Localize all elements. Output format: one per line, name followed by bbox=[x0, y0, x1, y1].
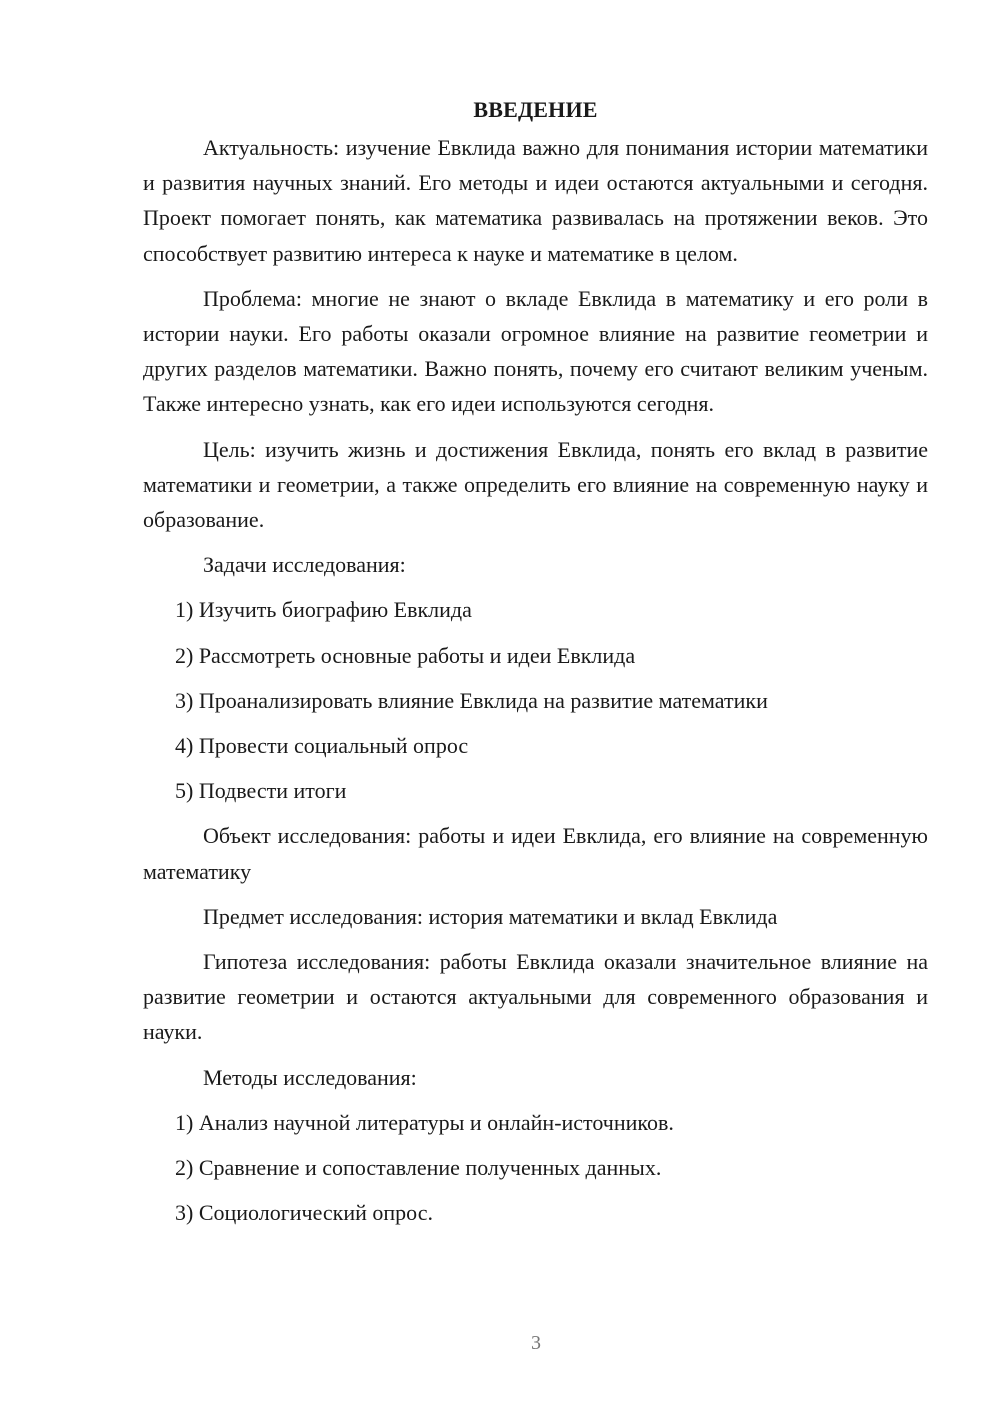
task-item: 2) Рассмотреть основные работы и идеи Евклида bbox=[175, 642, 636, 668]
methods-heading: Методы исследования: bbox=[203, 1064, 417, 1090]
hypothesis-paragraph: Гипотеза исследования: работы Евклида оказали значительное влияние на развитие геометрии и остаются актуальными для современного образования и науки. bbox=[143, 949, 928, 1045]
method-item: 3) Социологический опрос. bbox=[175, 1200, 433, 1226]
task-item: 4) Провести социальный опрос bbox=[175, 733, 469, 759]
task-item: 1) Изучить биографию Евклида bbox=[175, 597, 472, 623]
document-page bbox=[143, 92, 928, 1240]
page-number: 3 bbox=[531, 1332, 541, 1354]
tasks-heading: Задачи исследования: bbox=[203, 552, 406, 578]
task-item: 5) Подвести итоги bbox=[175, 778, 347, 804]
subject-paragraph: Предмет исследования: история математики и вклад Евклида bbox=[203, 903, 778, 929]
goal-paragraph: Цель: изучить жизнь и достижения Евклида, понять его вклад в развитие математики и геометрии, а также определить его влияние на современную науку и образование. bbox=[143, 436, 928, 533]
task-item: 3) Проанализировать влияние Евклида на развитие математики bbox=[175, 687, 768, 713]
object-paragraph: Объект исследования: работы и идеи Евклида, его влияние на современную математику bbox=[143, 823, 928, 884]
method-item: 1) Анализ научной литературы и онлайн-источников. bbox=[175, 1109, 674, 1135]
relevance-paragraph: Актуальность: изучение Евклида важно для понимания истории математики и развития научных знаний. Его методы и идеи остаются актуальными и сегодня. Проект помогает понять, как математика развивалась на протяжении веков. Это способствует развитию интереса к науке и математике в целом. bbox=[143, 135, 928, 266]
method-item: 2) Сравнение и сопоставление полученных данных. bbox=[175, 1155, 662, 1181]
page-title: ВВЕДЕНИЕ bbox=[473, 97, 598, 122]
problem-paragraph: Проблема: многие не знают о вкладе Евклида в математику и его роли в истории науки. Его работы оказали огромное влияние на развитие геометрии и других разделов математики. Важно понять, почему его считают великим ученым. Также интересно узнать, как его идеи используются сегодня. bbox=[143, 285, 928, 417]
